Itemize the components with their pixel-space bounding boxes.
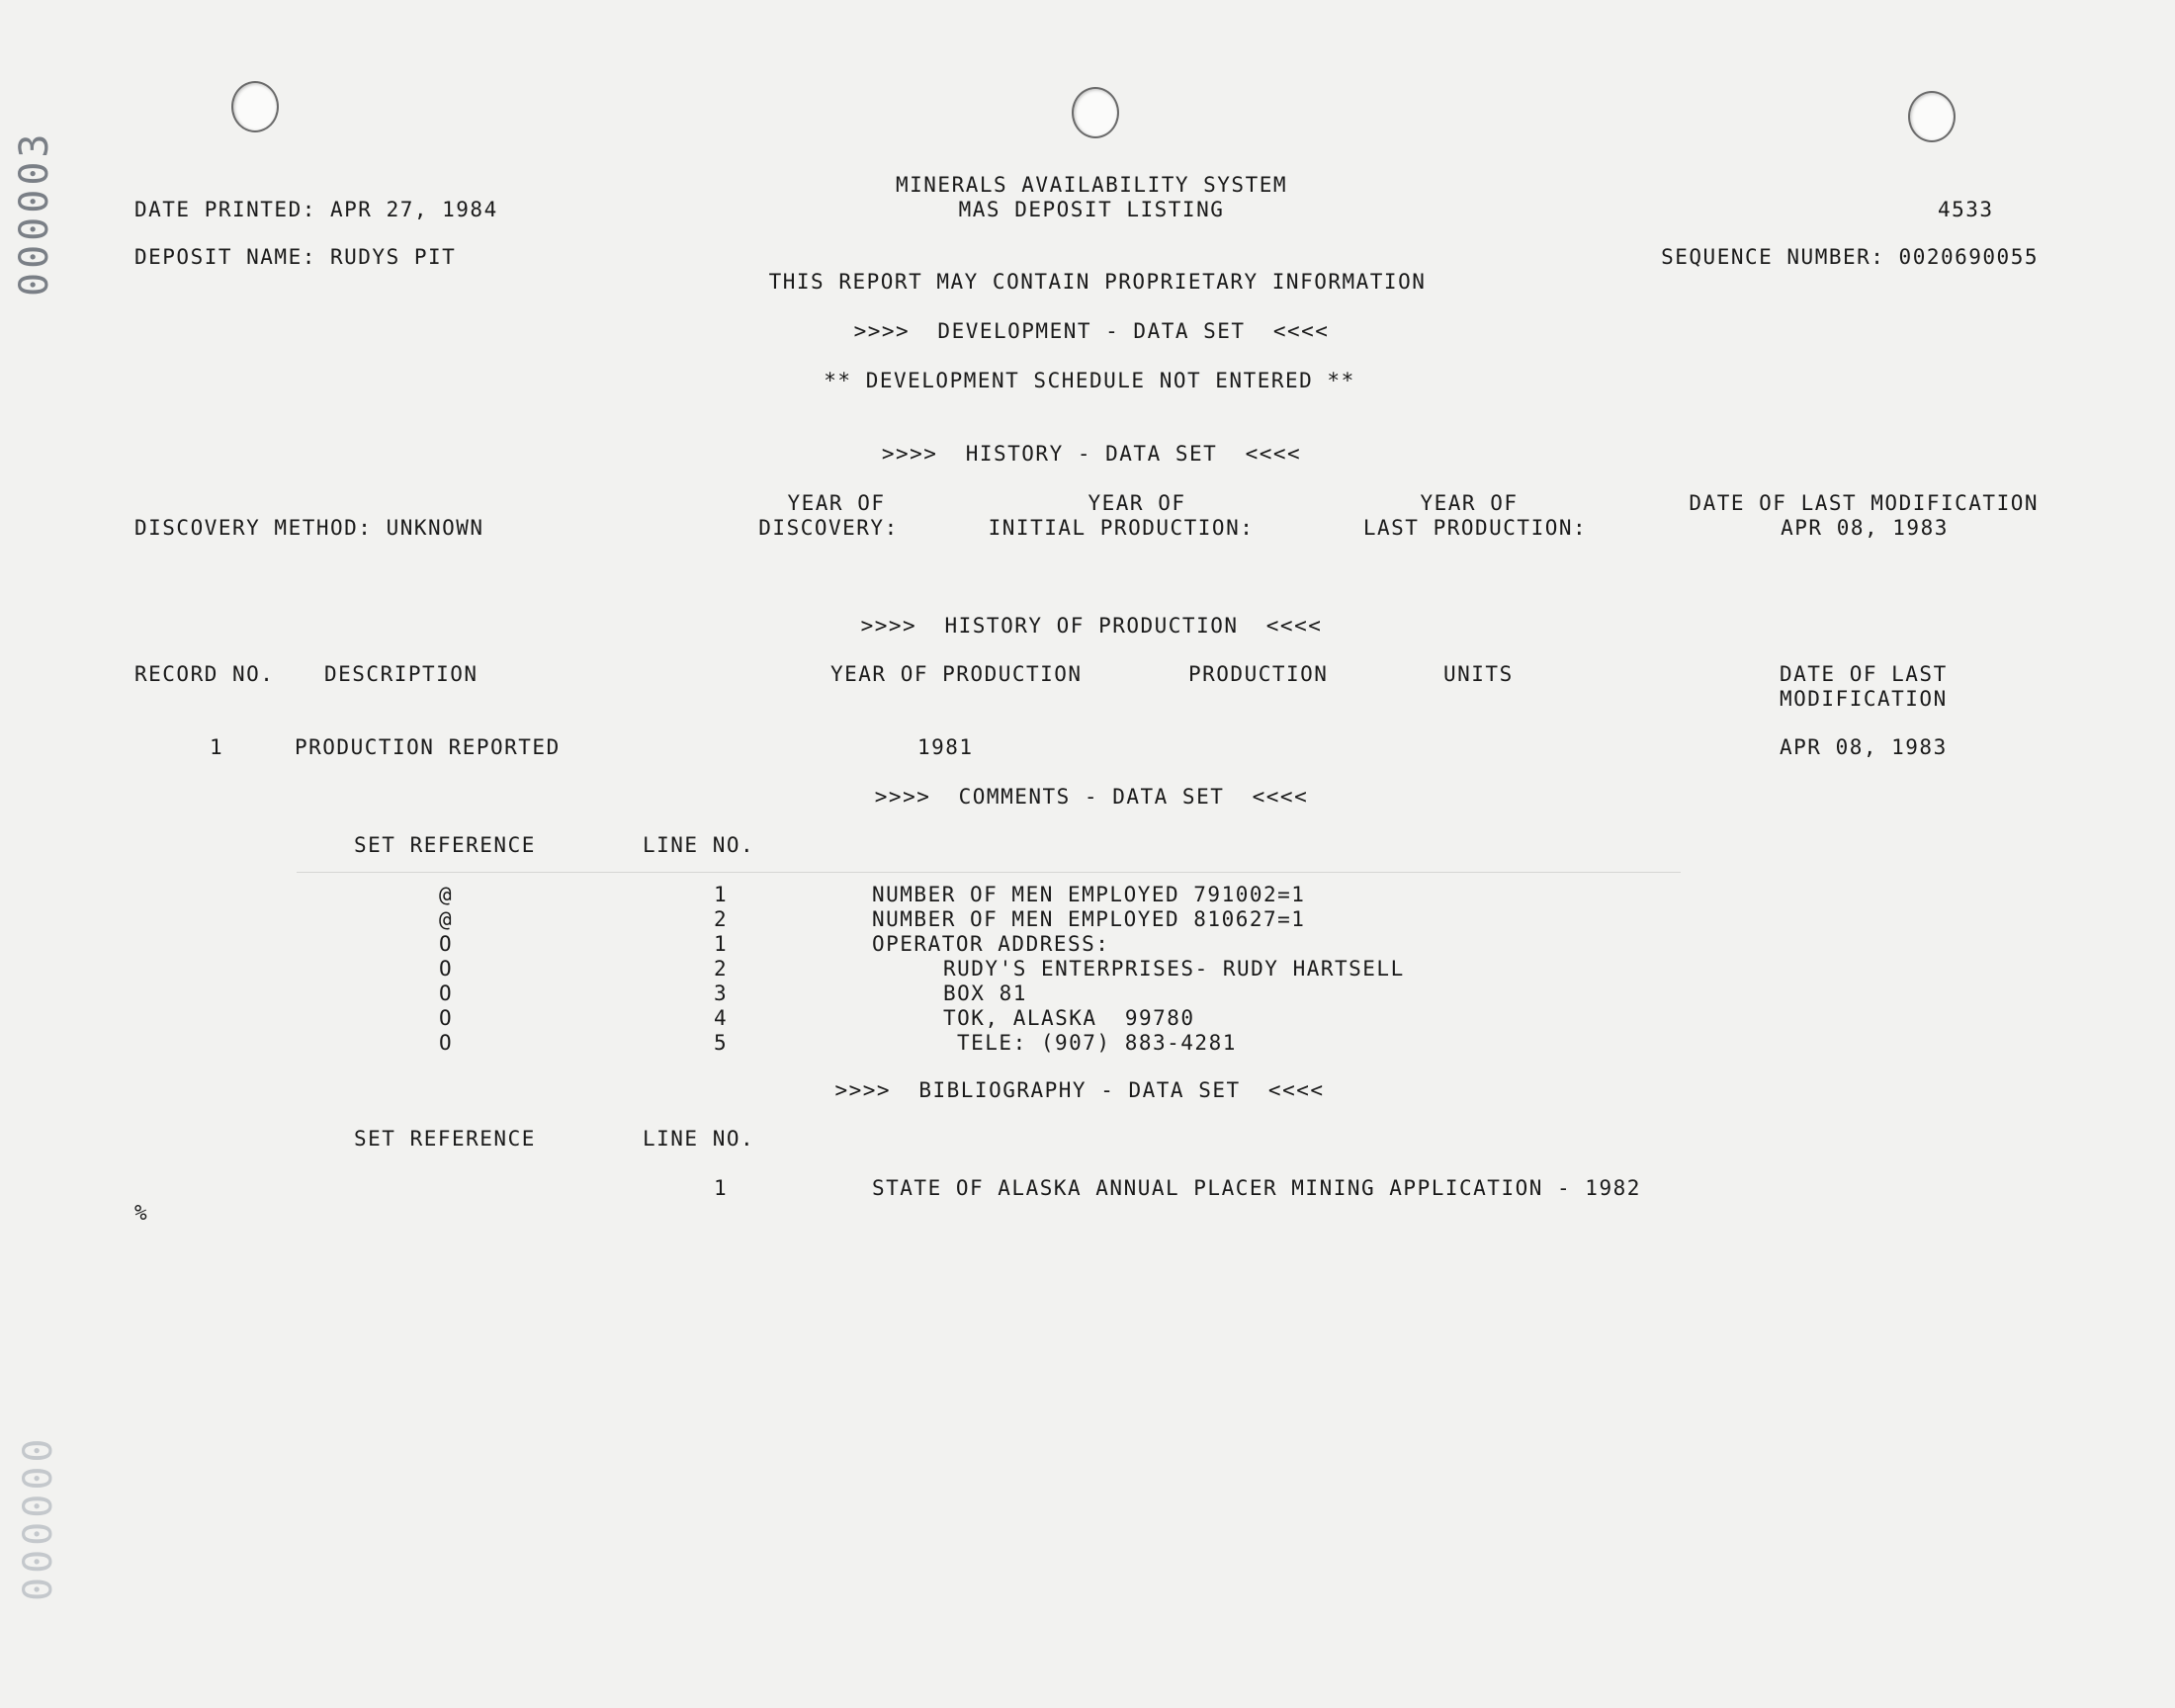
comment-line: 1 bbox=[714, 883, 729, 906]
discovery-method: DISCOVERY METHOD: UNKNOWN bbox=[134, 516, 484, 540]
comments-divider bbox=[297, 872, 1681, 873]
comment-ref: @ bbox=[439, 883, 454, 906]
bibliography-text: STATE OF ALASKA ANNUAL PLACER MINING APPLICATION - 1982 bbox=[872, 1176, 1641, 1200]
year-of-discovery-label-1: YEAR OF bbox=[787, 491, 886, 515]
comments-col-line-no: LINE NO. bbox=[643, 833, 755, 857]
comment-line: 4 bbox=[714, 1006, 729, 1030]
punch-hole-left bbox=[231, 81, 279, 132]
last-production-label-1: YEAR OF bbox=[1420, 491, 1519, 515]
last-modification-label: DATE OF LAST MODIFICATION bbox=[1689, 491, 2039, 515]
comment-ref: @ bbox=[439, 907, 454, 931]
proprietary-notice: THIS REPORT MAY CONTAIN PROPRIETARY INFORMATION bbox=[768, 270, 1427, 294]
end-of-listing-mark: % bbox=[134, 1201, 149, 1225]
col-date-mod-2: MODIFICATION bbox=[1780, 687, 1948, 711]
comment-text: NUMBER OF MEN EMPLOYED 810627=1 bbox=[872, 907, 1306, 931]
comment-ref: O bbox=[439, 1006, 454, 1030]
comments-col-set-reference: SET REFERENCE bbox=[354, 833, 536, 857]
comment-line: 2 bbox=[714, 957, 729, 981]
comment-line: 3 bbox=[714, 982, 729, 1005]
bibliography-line: 1 bbox=[714, 1176, 729, 1200]
comment-line: 5 bbox=[714, 1031, 729, 1055]
comment-text: TELE: (907) 883-4281 bbox=[957, 1031, 1237, 1055]
col-year-of-production: YEAR OF PRODUCTION bbox=[830, 662, 1083, 686]
listing-title: MAS DEPOSIT LISTING bbox=[958, 198, 1225, 221]
comment-text: RUDY'S ENTERPRISES- RUDY HARTSELL bbox=[943, 957, 1405, 981]
initial-production-label-1: YEAR OF bbox=[1088, 491, 1186, 515]
comment-line: 1 bbox=[714, 932, 729, 956]
col-date-mod-1: DATE OF LAST bbox=[1780, 662, 1948, 686]
comment-ref: O bbox=[439, 1031, 454, 1055]
last-modification-date: APR 08, 1983 bbox=[1781, 516, 1949, 540]
sequence-number: SEQUENCE NUMBER: 0020690055 bbox=[1661, 245, 2039, 269]
system-title: MINERALS AVAILABILITY SYSTEM bbox=[895, 173, 1288, 197]
year-of-discovery-label-2: DISCOVERY: bbox=[758, 516, 899, 540]
comment-text: NUMBER OF MEN EMPLOYED 791002=1 bbox=[872, 883, 1306, 906]
page-number-stamp: 000003 bbox=[12, 129, 57, 297]
col-description: DESCRIPTION bbox=[324, 662, 478, 686]
punch-hole-right bbox=[1908, 91, 1956, 142]
deposit-name: DEPOSIT NAME: RUDYS PIT bbox=[134, 245, 457, 269]
comment-text: TOK, ALASKA 99780 bbox=[943, 1006, 1195, 1030]
col-production: PRODUCTION bbox=[1188, 662, 1329, 686]
comment-ref: O bbox=[439, 982, 454, 1005]
history-heading: >>>> HISTORY - DATA SET <<<< bbox=[881, 442, 1302, 466]
col-record-no: RECORD NO. bbox=[134, 662, 275, 686]
bibliography-col-set-reference: SET REFERENCE bbox=[354, 1127, 536, 1151]
production-year: 1981 bbox=[917, 735, 974, 759]
page-code: 4533 bbox=[1938, 198, 1994, 221]
punch-hole-center bbox=[1072, 87, 1119, 138]
col-units: UNITS bbox=[1443, 662, 1514, 686]
last-production-label-2: LAST PRODUCTION: bbox=[1362, 516, 1588, 540]
faint-page-stamp: 000000 bbox=[16, 1434, 61, 1601]
production-date-mod: APR 08, 1983 bbox=[1780, 735, 1948, 759]
date-printed: DATE PRINTED: APR 27, 1984 bbox=[134, 198, 498, 221]
comment-ref: O bbox=[439, 932, 454, 956]
comment-line: 2 bbox=[714, 907, 729, 931]
production-record-no: 1 bbox=[210, 735, 224, 759]
development-note: ** DEVELOPMENT SCHEDULE NOT ENTERED ** bbox=[824, 369, 1355, 392]
comment-ref: O bbox=[439, 957, 454, 981]
bibliography-heading: >>>> BIBLIOGRAPHY - DATA SET <<<< bbox=[834, 1078, 1325, 1102]
development-heading: >>>> DEVELOPMENT - DATA SET <<<< bbox=[853, 319, 1330, 343]
comments-heading: >>>> COMMENTS - DATA SET <<<< bbox=[874, 785, 1309, 809]
bibliography-col-line-no: LINE NO. bbox=[643, 1127, 755, 1151]
initial-production-label-2: INITIAL PRODUCTION: bbox=[988, 516, 1255, 540]
comment-text: BOX 81 bbox=[943, 982, 1027, 1005]
production-heading: >>>> HISTORY OF PRODUCTION <<<< bbox=[860, 614, 1323, 638]
production-description: PRODUCTION REPORTED bbox=[295, 735, 561, 759]
comment-text: OPERATOR ADDRESS: bbox=[872, 932, 1110, 956]
